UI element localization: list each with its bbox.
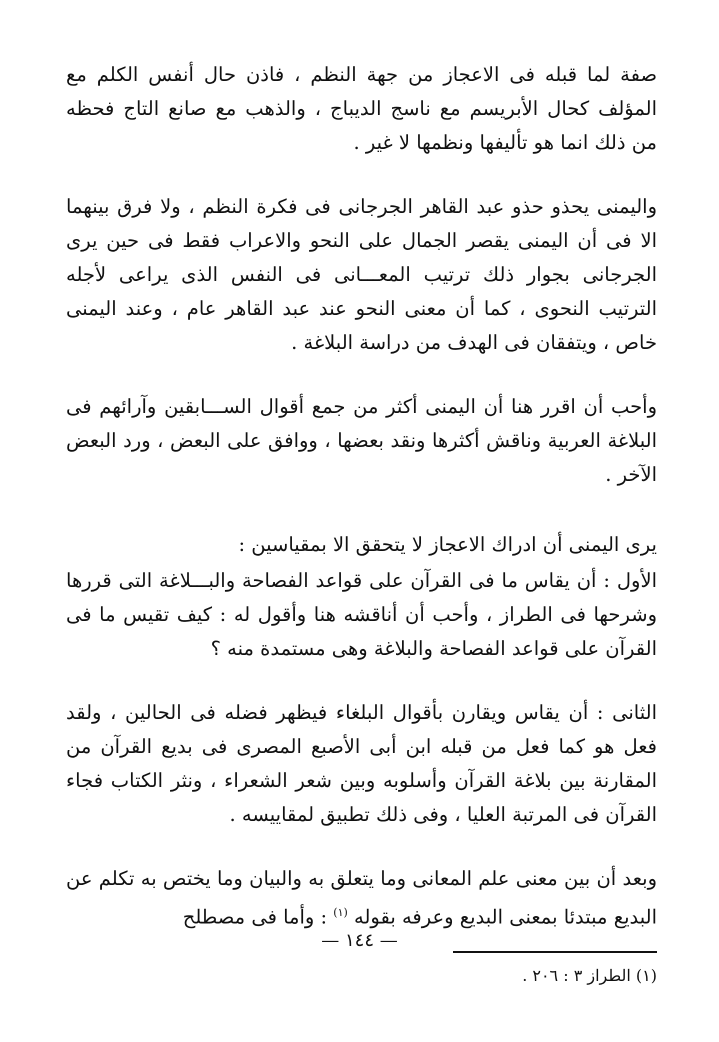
paragraph-2: واليمنى يحذو حذو عبد القاهر الجرجانى فى فكرة النظم ، ولا فرق بينهما الا فى أن اليمنى يقصر الجمال على النحو والاعراب فقط فى حين يرى الجرجانى بجوار ذلك ترتيب المعـــانى فى النفس الذى يراعى لأجله الترتيب النحوى ، كما أن معنى النحو عند عبد القاهر عام ، وعند اليمنى خاص ، ويتفقان فى الهدف من دراسة البلاغة . xyxy=(66,195,657,354)
paragraph-5: الأول : أن يقاس ما فى القرآن على قواعد الفصاحة والبـــلاغة التى قررها وشرحها فى الطراز ، وأحب أن أناقشه هنا وأقول له : كيف تقيس ما فى القرآن على قواعد الفصاحة والبلاغة وهى مستمدة منه ؟ xyxy=(66,569,657,660)
paragraph-7-text: وبعد أن بين معنى علم المعانى وما يتعلق به والبيان وما يختص به تكلم عن البديع مبتدئا بمعنى البديع وعرفه بقوله xyxy=(66,867,657,929)
paragraph-7 xyxy=(66,862,657,935)
paragraph-3: وأحب أن اقرر هنا أن اليمنى أكثر من جمع أقوال الســـابقين وآرائهم فى البلاغة العربية وناقش أكثرها ونقد بعضها ، ووافق على البعض ، ورد البعض الآخر . xyxy=(66,395,657,486)
paragraph-4: يرى اليمنى أن ادراك الاعجاز لا يتحقق الا بمقياسين : xyxy=(238,533,657,556)
paragraph-6: الثانى : أن يقاس ويقارن بأقوال البلغاء فيظهر فضله فى الحالين ، ولقد فعل هو كما فعل من قبله ابن أبى الأصبع المصرى فى بديع القرآن من المقارنة بين بلاغة القرآن وأسلوبه وبين شعر الشعراء ، ونثر الكتاب فجاء القرآن فى المرتبة العليا ، وفى ذلك تطبيق لمقاييسه . xyxy=(66,701,657,826)
paragraph-7-tail: : وأما فى مصطلح xyxy=(182,905,328,929)
footnote: (١) الطراز ٣ : ٢٠٦ . xyxy=(522,965,657,985)
paragraph-1: صفة لما قبله فى الاعجاز من جهة النظم ، فاذن حال أنفس الكلم مع المؤلف كحال الأبريسم مع ناسج الديباج ، والذهب مع صانع التاج فحظه من ذلك انما هو تأليفها ونظمها لا غير . xyxy=(66,63,657,154)
page-number: — ١٤٤ — xyxy=(321,930,398,951)
footnote-marker: (١) xyxy=(333,906,348,919)
